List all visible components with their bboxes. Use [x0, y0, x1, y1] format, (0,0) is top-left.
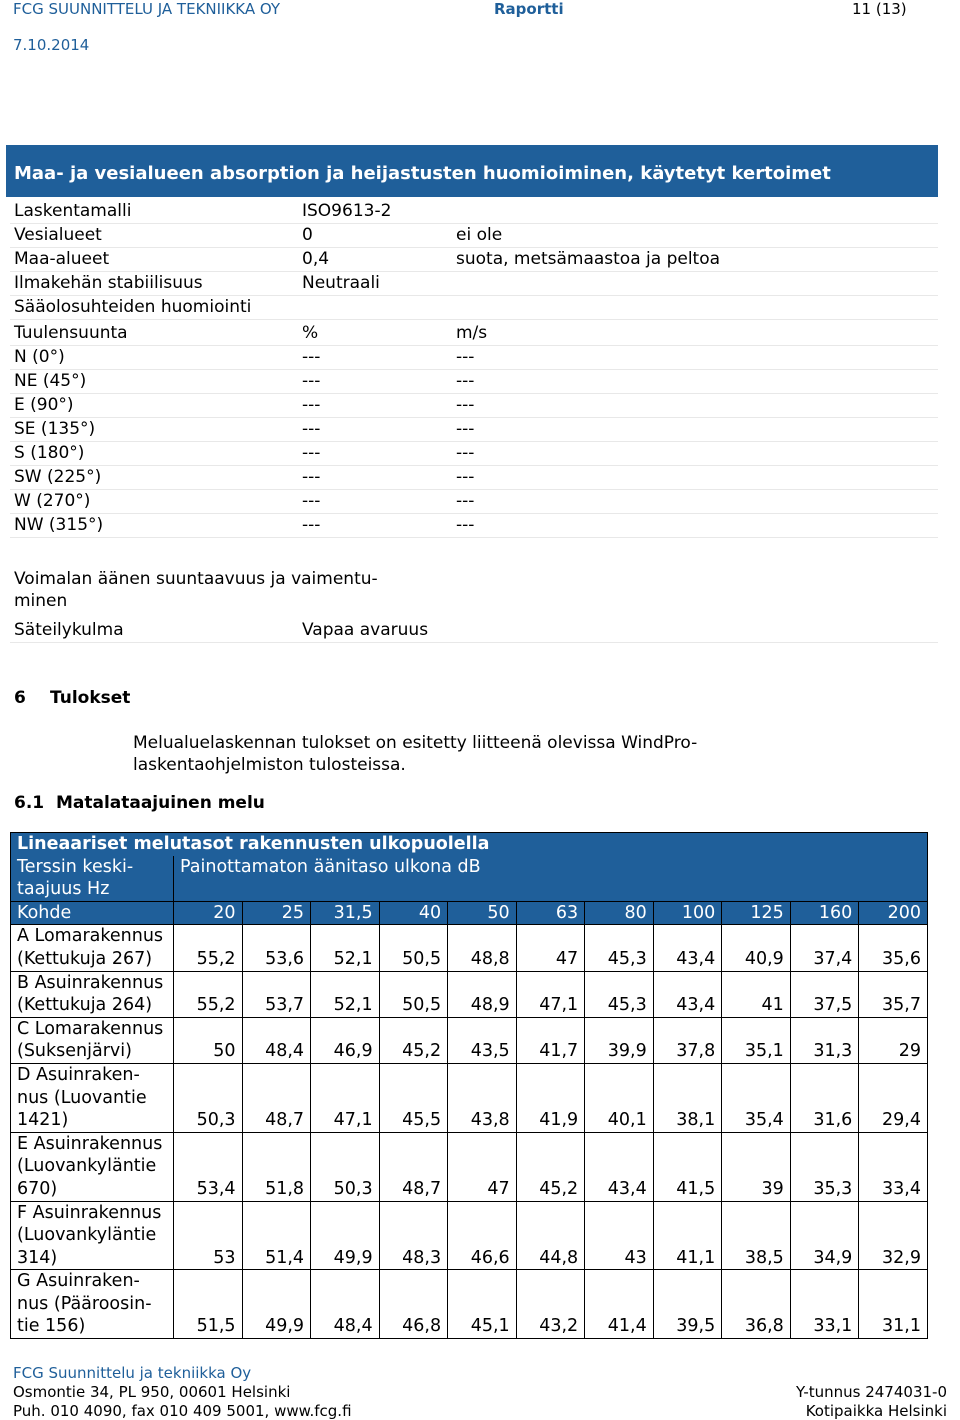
absorption-row	[10, 223, 938, 248]
table-cell: 48,7	[242, 1063, 311, 1132]
absorption-row	[10, 199, 938, 224]
row-label-line: (Suksenjärvi)	[17, 1041, 132, 1062]
table-cell: 32,9	[859, 1201, 928, 1270]
table-cell: 51,8	[242, 1132, 311, 1201]
row-label-line: 314)	[17, 1247, 58, 1268]
table-row	[11, 1270, 928, 1339]
noise-table-body	[11, 925, 928, 1339]
absorption-row	[10, 271, 938, 296]
row-label-line: (Kettukuja 264)	[17, 995, 153, 1016]
table-cell: 53	[174, 1201, 243, 1270]
absorption-cell-c1: N (0°)	[14, 347, 65, 367]
absorption-row	[10, 465, 938, 490]
table-cell: 45,3	[585, 925, 654, 971]
table-cell: 35,4	[722, 1063, 791, 1132]
table-cell: 53,6	[242, 925, 311, 971]
table-cell: 50,5	[379, 925, 448, 971]
footer-business-id: Y-tunnus 2474031-0	[795, 1383, 947, 1401]
row-label-line: F Asuinrakennus	[17, 1202, 162, 1223]
radiation-label: Säteilykulma	[14, 620, 124, 640]
absorption-cell-c3: m/s	[456, 323, 488, 343]
section-6-paragraph-line1: Melualuelaskennan tulokset on esitetty liitteenä olevissa WindPro-	[133, 733, 698, 753]
absorption-cell-c2: ---	[302, 467, 321, 487]
absorption-cell-c1: Ilmakehän stabiilisuus	[14, 273, 203, 293]
absorption-cell-c3: ---	[456, 395, 475, 415]
absorption-cell-c3: suota, metsämaastoa ja peltoa	[456, 249, 721, 269]
table-cell: 50,3	[311, 1132, 380, 1201]
frequency-header-cell: 80	[585, 901, 654, 925]
table-row	[11, 971, 928, 1017]
absorption-cell-c2: ---	[302, 443, 321, 463]
row-label-line: nus (Pääroosin-	[17, 1293, 152, 1314]
radiation-row	[10, 618, 938, 643]
row-label	[11, 1270, 174, 1339]
row-label-line: nus (Luovantie	[17, 1087, 147, 1108]
absorption-row	[10, 247, 938, 272]
absorption-row	[10, 513, 938, 538]
table-cell: 33,1	[790, 1270, 859, 1339]
table-cell: 43,2	[516, 1270, 585, 1339]
row-label-line: (Luovankyläntie	[17, 1225, 157, 1246]
table-cell: 39,5	[653, 1270, 722, 1339]
table-cell: 37,5	[790, 971, 859, 1017]
table-cell: 53,4	[174, 1132, 243, 1201]
row-label-line: 1421)	[17, 1110, 69, 1131]
table-cell: 29,4	[859, 1063, 928, 1132]
terz-label-line1: Terssin keski-	[17, 856, 134, 877]
table-cell: 47,1	[516, 971, 585, 1017]
table-cell: 43,8	[448, 1063, 517, 1132]
row-label-line: A Lomarakennus	[17, 926, 164, 947]
kohde-label: Kohde	[11, 901, 174, 925]
table-cell: 43,4	[653, 971, 722, 1017]
section-6-1-heading: 6.1 Matalataajuinen melu	[14, 793, 265, 813]
absorption-cell-c3: ---	[456, 515, 475, 535]
row-label	[11, 1201, 174, 1270]
table-row	[11, 1201, 928, 1270]
table-cell: 50	[174, 1017, 243, 1063]
table-cell: 49,9	[242, 1270, 311, 1339]
header-page-number: 11 (13)	[852, 0, 907, 18]
frequency-header-cell: 160	[790, 901, 859, 925]
table-cell: 40,1	[585, 1063, 654, 1132]
table-cell: 44,8	[516, 1201, 585, 1270]
terz-label-line2: taajuus Hz	[17, 879, 110, 900]
table-cell: 35,3	[790, 1132, 859, 1201]
table-row	[11, 925, 928, 971]
table-cell: 29	[859, 1017, 928, 1063]
table-cell: 39	[722, 1132, 791, 1201]
row-label	[11, 1063, 174, 1132]
frequency-row	[11, 901, 928, 925]
table-cell: 41,9	[516, 1063, 585, 1132]
section-6-number: 6	[14, 688, 26, 708]
absorption-cell-c1: S (180°)	[14, 443, 85, 463]
row-label	[11, 925, 174, 971]
absorption-cell-c3: ---	[456, 467, 475, 487]
table-cell: 51,5	[174, 1270, 243, 1339]
absorption-row	[10, 393, 938, 418]
absorption-cell-c2: ---	[302, 347, 321, 367]
absorption-cell-c1: Vesialueet	[14, 225, 102, 245]
absorption-row	[10, 441, 938, 466]
absorption-row	[10, 417, 938, 442]
radiation-value: Vapaa avaruus	[302, 620, 429, 640]
table-cell: 48,9	[448, 971, 517, 1017]
directivity-label	[14, 568, 378, 612]
table-cell: 49,9	[311, 1201, 380, 1270]
table-cell: 35,1	[722, 1017, 791, 1063]
table-cell: 46,6	[448, 1201, 517, 1270]
frequency-header-cell: 100	[653, 901, 722, 925]
absorption-cell-c1: NE (45°)	[14, 371, 87, 391]
table-cell: 45,2	[379, 1017, 448, 1063]
table-row	[11, 1017, 928, 1063]
frequency-header-cell: 25	[242, 901, 311, 925]
table-cell: 46,9	[311, 1017, 380, 1063]
noise-table-subheader-row	[11, 856, 928, 902]
row-label-line: tie 156)	[17, 1316, 86, 1337]
table-cell: 39,9	[585, 1017, 654, 1063]
table-cell: 31,3	[790, 1017, 859, 1063]
frequency-header-cell: 31,5	[311, 901, 380, 925]
absorption-table-title: Maa- ja vesialueen absorption ja heijastusten huomioiminen, käytetyt kertoimet	[14, 163, 831, 184]
level-label: Painottamaton äänitaso ulkona dB	[174, 856, 928, 902]
absorption-row	[10, 295, 938, 320]
frequency-header-cell: 20	[174, 901, 243, 925]
table-cell: 41,7	[516, 1017, 585, 1063]
absorption-cell-c2: ---	[302, 419, 321, 439]
section-6-paragraph	[133, 732, 697, 776]
row-label	[11, 1132, 174, 1201]
table-cell: 47	[516, 925, 585, 971]
absorption-cell-c3: ---	[456, 371, 475, 391]
table-cell: 45,5	[379, 1063, 448, 1132]
row-label-line: C Lomarakennus	[17, 1018, 164, 1039]
table-cell: 43,4	[653, 925, 722, 971]
table-cell: 35,6	[859, 925, 928, 971]
directivity-label-line2: minen	[14, 591, 68, 611]
absorption-cell-c1: Maa-alueet	[14, 249, 110, 269]
row-label-line: (Kettukuja 267)	[17, 948, 153, 969]
frequency-header-cell: 200	[859, 901, 928, 925]
table-cell: 37,8	[653, 1017, 722, 1063]
absorption-cell-c2: ISO9613-2	[302, 201, 392, 221]
table-cell: 45,3	[585, 971, 654, 1017]
absorption-row	[10, 345, 938, 370]
table-cell: 35,7	[859, 971, 928, 1017]
table-cell: 41,1	[653, 1201, 722, 1270]
table-cell: 45,2	[516, 1132, 585, 1201]
row-label-line: (Luovankyläntie	[17, 1156, 157, 1177]
absorption-cell-c3: ---	[456, 491, 475, 511]
absorption-cell-c1: E (90°)	[14, 395, 74, 415]
absorption-row	[10, 369, 938, 394]
table-cell: 47,1	[311, 1063, 380, 1132]
absorption-cell-c3: ---	[456, 443, 475, 463]
row-label-line: 670)	[17, 1178, 58, 1199]
absorption-cell-c2: ---	[302, 395, 321, 415]
absorption-cell-c1: Laskentamalli	[14, 201, 132, 221]
table-cell: 47	[448, 1132, 517, 1201]
row-label-line: D Asuinraken-	[17, 1064, 140, 1085]
table-cell: 50,3	[174, 1063, 243, 1132]
absorption-cell-c1: SE (135°)	[14, 419, 96, 439]
table-cell: 50,5	[379, 971, 448, 1017]
table-cell: 36,8	[722, 1270, 791, 1339]
table-cell: 33,4	[859, 1132, 928, 1201]
absorption-row	[10, 489, 938, 514]
table-cell: 52,1	[311, 971, 380, 1017]
table-cell: 31,6	[790, 1063, 859, 1132]
absorption-cell-c2: Neutraali	[302, 273, 380, 293]
table-cell: 37,4	[790, 925, 859, 971]
footer-domicile: Kotipaikka Helsinki	[805, 1402, 947, 1420]
noise-table-title: Lineaariset melutasot rakennusten ulkopuolella	[11, 833, 928, 856]
absorption-cell-c2: 0,4	[302, 249, 330, 269]
absorption-cell-c1: NW (315°)	[14, 515, 104, 535]
table-cell: 31,1	[859, 1270, 928, 1339]
table-cell: 53,7	[242, 971, 311, 1017]
terz-label	[11, 856, 174, 902]
table-cell: 38,5	[722, 1201, 791, 1270]
table-cell: 51,4	[242, 1201, 311, 1270]
noise-table-title-row	[11, 833, 928, 856]
row-label	[11, 1017, 174, 1063]
header-company: FCG SUUNNITTELU JA TEKNIIKKA OY	[13, 0, 281, 18]
table-cell: 34,9	[790, 1201, 859, 1270]
frequency-header-cell: 50	[448, 901, 517, 925]
table-cell: 43,4	[585, 1132, 654, 1201]
table-cell: 41	[722, 971, 791, 1017]
row-label	[11, 971, 174, 1017]
absorption-cell-c2: %	[302, 323, 319, 343]
absorption-cell-c3: ---	[456, 347, 475, 367]
footer-company: FCG Suunnittelu ja tekniikka Oy	[13, 1364, 252, 1382]
table-cell: 45,1	[448, 1270, 517, 1339]
row-label-line: G Asuinraken-	[17, 1271, 140, 1292]
absorption-cell-c3: ei ole	[456, 225, 503, 245]
absorption-cell-c2: ---	[302, 491, 321, 511]
absorption-cell-c1: Sääolosuhteiden huomiointi	[14, 297, 252, 317]
table-cell: 48,4	[311, 1270, 380, 1339]
row-label-line: E Asuinrakennus	[17, 1133, 163, 1154]
absorption-cell-c2: ---	[302, 371, 321, 391]
absorption-cell-c2: ---	[302, 515, 321, 535]
noise-table	[10, 832, 928, 1339]
table-cell: 55,2	[174, 971, 243, 1017]
frequency-header-cell: 40	[379, 901, 448, 925]
frequency-header-cell: 125	[722, 901, 791, 925]
header-doc-type: Raportti	[494, 0, 564, 18]
absorption-cell-c1: SW (225°)	[14, 467, 102, 487]
absorption-row	[10, 321, 938, 346]
table-cell: 41,4	[585, 1270, 654, 1339]
table-cell: 48,4	[242, 1017, 311, 1063]
table-cell: 43	[585, 1201, 654, 1270]
frequency-header-cell: 63	[516, 901, 585, 925]
table-cell: 48,3	[379, 1201, 448, 1270]
footer-address: Osmontie 34, PL 950, 00601 Helsinki	[13, 1383, 291, 1401]
section-6-title: Tulokset	[50, 688, 131, 708]
table-cell: 40,9	[722, 925, 791, 971]
table-cell: 55,2	[174, 925, 243, 971]
table-cell: 48,8	[448, 925, 517, 971]
table-row	[11, 1132, 928, 1201]
absorption-cell-c3: ---	[456, 419, 475, 439]
footer-contact: Puh. 010 4090, fax 010 409 5001, www.fcg.fi	[13, 1402, 352, 1420]
table-cell: 41,5	[653, 1132, 722, 1201]
table-row	[11, 1063, 928, 1132]
section-6-paragraph-line2: laskentaohjelmiston tulosteissa.	[133, 755, 406, 775]
row-label-line: B Asuinrakennus	[17, 972, 164, 993]
absorption-table-header	[6, 145, 938, 197]
table-cell: 38,1	[653, 1063, 722, 1132]
directivity-label-line1: Voimalan äänen suuntaavuus ja vaimentu-	[14, 569, 378, 589]
table-cell: 46,8	[379, 1270, 448, 1339]
absorption-cell-c2: 0	[302, 225, 313, 245]
header-date: 7.10.2014	[13, 36, 90, 54]
table-cell: 48,7	[379, 1132, 448, 1201]
table-cell: 52,1	[311, 925, 380, 971]
absorption-cell-c1: Tuulensuunta	[14, 323, 128, 343]
absorption-cell-c1: W (270°)	[14, 491, 91, 511]
table-cell: 43,5	[448, 1017, 517, 1063]
